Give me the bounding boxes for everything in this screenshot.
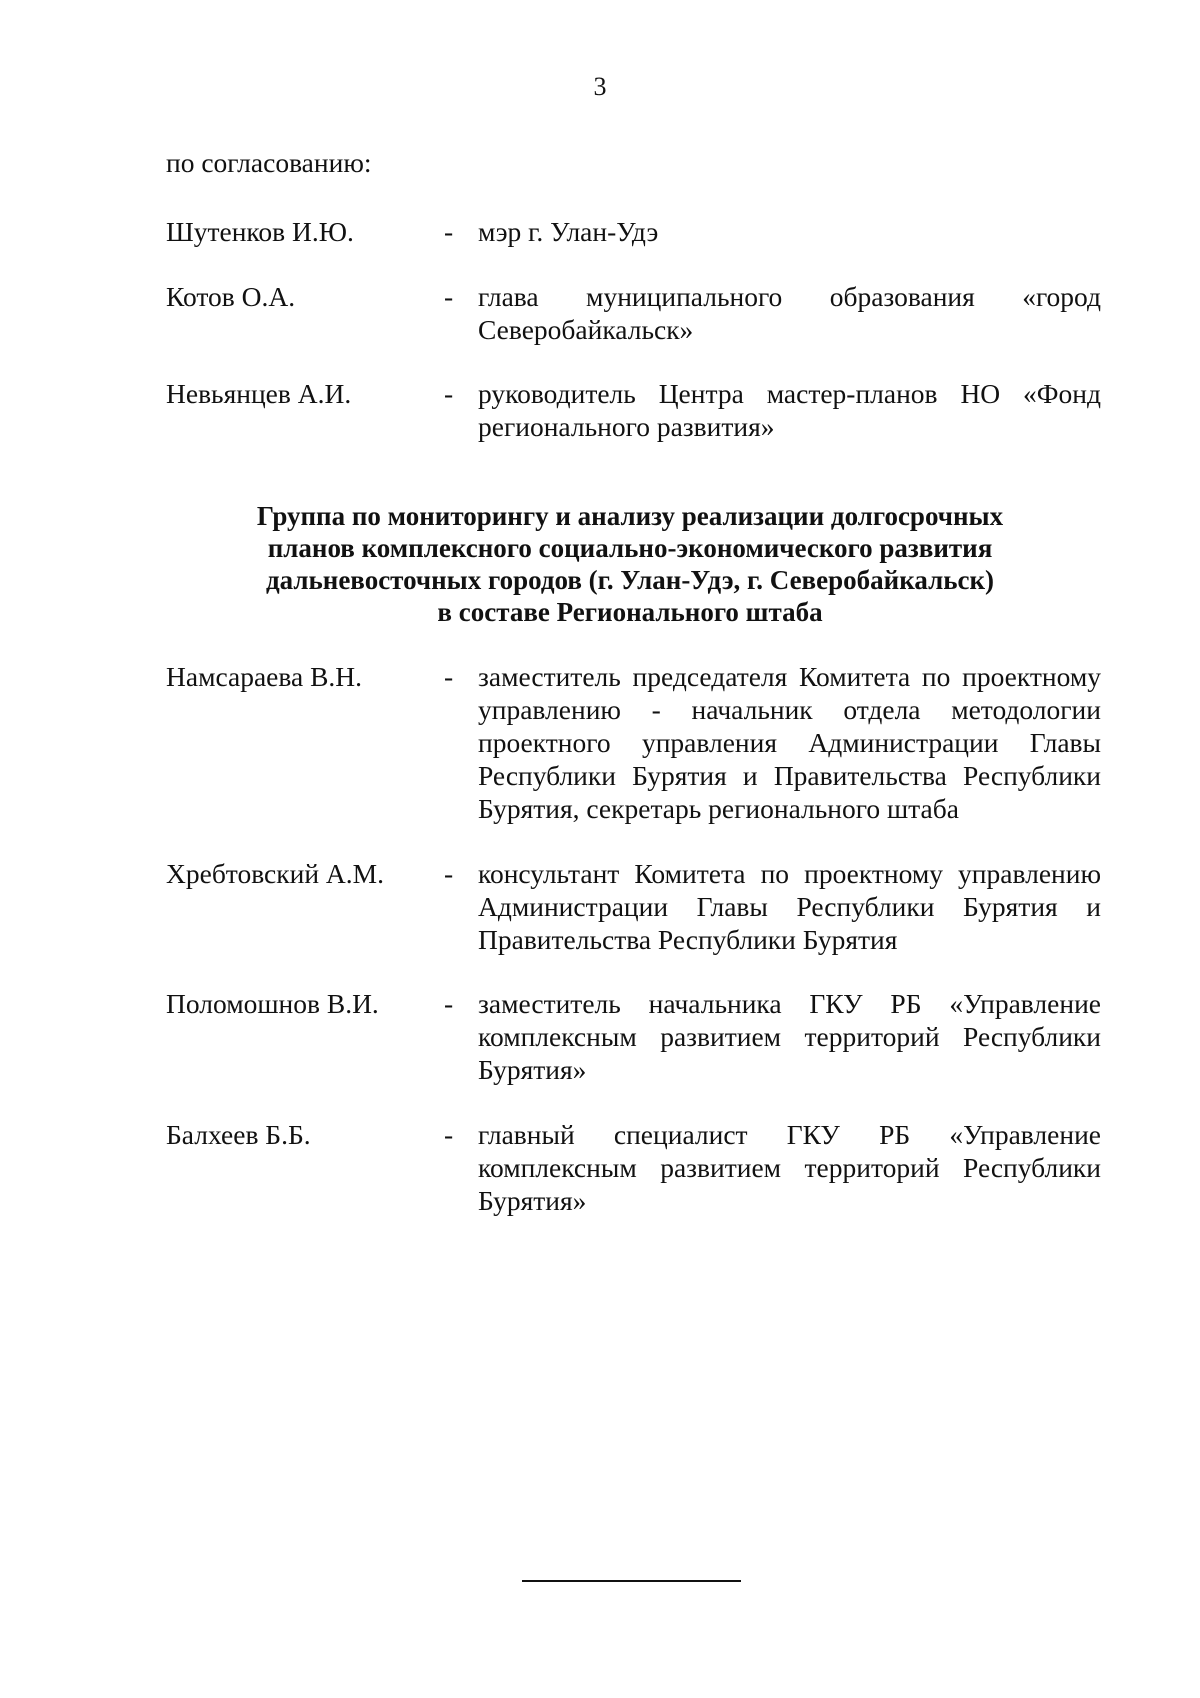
member-name: Котов О.А. bbox=[166, 281, 296, 312]
member-name: Хребтовский А.М. bbox=[166, 858, 384, 889]
member-name: Невьянцев А.И. bbox=[166, 378, 352, 409]
member-name: Шутенков И.Ю. bbox=[166, 216, 354, 247]
page-number: 3 bbox=[593, 72, 607, 101]
member-role: заместитель председателя Комитета по проектному управлению - начальник отдела методологии проектного управления Администрации Главы Республики Бурятия и Правительства Республики Бурятия, секретарь регионального штаба bbox=[478, 661, 1101, 824]
member-role: глава муниципального образования «город Северобайкальск» bbox=[478, 281, 1101, 345]
divider-line bbox=[522, 1580, 741, 1582]
member-dash: - bbox=[444, 378, 454, 409]
member-dash: - bbox=[444, 216, 454, 247]
member-name: Балхеев Б.Б. bbox=[166, 1119, 311, 1150]
member-dash: - bbox=[444, 661, 454, 692]
member-dash: - bbox=[444, 858, 454, 889]
member-dash: - bbox=[444, 281, 454, 312]
group-heading bbox=[200, 500, 1060, 628]
member-dash: - bbox=[444, 988, 454, 1019]
member-role: заместитель начальника ГКУ РБ «Управление комплексным развитием территорий Республики Бурятия» bbox=[478, 988, 1101, 1085]
member-role: консультант Комитета по проектному управлению Администрации Главы Республики Бурятия и Правительства Республики Бурятия bbox=[478, 858, 1101, 955]
member-dash: - bbox=[444, 1119, 454, 1150]
group-heading-line: планов комплексного социально-экономического развития bbox=[267, 533, 993, 563]
member-name: Намсараева В.Н. bbox=[166, 661, 363, 692]
agreement-label: по согласованию: bbox=[166, 147, 372, 178]
member-role: мэр г. Улан-Удэ bbox=[478, 216, 659, 247]
member-role: главный специалист ГКУ РБ «Управление комплексным развитием территорий Республики Бурятия» bbox=[478, 1119, 1101, 1216]
group-heading-line: в составе Регионального штаба bbox=[437, 597, 823, 627]
member-name: Поломошнов В.И. bbox=[166, 988, 379, 1019]
group-heading-line: Группа по мониторингу и анализу реализации долгосрочных bbox=[256, 501, 1004, 531]
group-heading-line: дальневосточных городов (г. Улан-Удэ, г. Северобайкальск) bbox=[265, 565, 995, 595]
member-role: руководитель Центра мастер-планов НО «Фонд регионального развития» bbox=[478, 378, 1101, 442]
